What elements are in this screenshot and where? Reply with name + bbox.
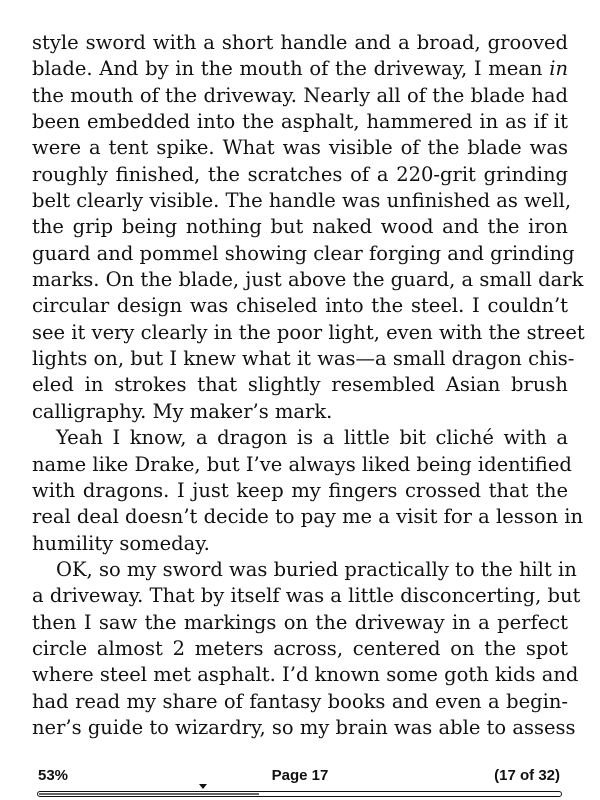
text-line-content: circular design was chiseled into the steel. I couldn’t: [32, 294, 568, 318]
text-line: [32, 583, 581, 609]
text-line-content: with dragons. I just keep my fingers crossed that the: [32, 478, 568, 502]
text-line-content: eled in strokes that slightly resembled Asian brush: [32, 373, 568, 397]
text-line-content: the mouth of the driveway. Nearly all of the blade had: [32, 83, 568, 107]
text-line: [32, 320, 585, 346]
text-line: [32, 531, 568, 557]
text-line: [32, 241, 575, 267]
text-line: [32, 689, 568, 715]
book-page-text: [32, 30, 585, 741]
text-line: [32, 162, 568, 188]
text-line: [32, 293, 568, 319]
text-line-content: see it very clearly in the poor light, even with the street: [32, 320, 585, 344]
text-line-content: a driveway. That by itself was a little disconcerting, but: [32, 584, 581, 608]
text-line: [32, 214, 568, 240]
text-line-content: lights on, but I knew what it was—a small dragon chis-: [32, 347, 575, 371]
text-line: [32, 399, 568, 425]
text-line-content: calligraphy. My maker’s mark.: [32, 399, 333, 423]
text-line-content: name like Drake, but I’ve always liked being identified: [32, 452, 572, 476]
text-line: [32, 610, 568, 636]
text-line: [32, 30, 568, 56]
text-line: [32, 662, 579, 688]
text-line-content: had read my share of fantasy books and even a begin-: [32, 689, 568, 713]
italic-emphasis: in: [549, 57, 568, 81]
position-marker-icon: [199, 784, 207, 789]
text-line: [32, 135, 568, 161]
text-line-content: were a tent spike. What was visible of the blade was: [32, 136, 568, 160]
text-line: [32, 715, 576, 741]
text-line-content: Yeah I know, a dragon is a little bit cliché with a: [56, 426, 568, 450]
text-line-content: blade. And by in the mouth of the driveway, I mean: [32, 57, 550, 81]
text-line-content: where steel met asphalt. I’d known some goth kids and: [32, 663, 579, 687]
text-line: [32, 557, 577, 583]
text-line: [32, 425, 568, 451]
text-line: [32, 452, 572, 478]
text-line: [32, 267, 584, 293]
text-line-content: belt clearly visible. The handle was unfinished as well,: [32, 189, 572, 213]
page-number: Page 17: [271, 767, 329, 784]
text-line-content: then I saw the markings on the driveway in a perfect: [32, 610, 568, 634]
text-line: [32, 188, 572, 214]
text-line: [32, 346, 575, 372]
text-line-content: real deal doesn’t decide to pay me a visit for a lesson in: [32, 505, 584, 529]
text-line: [32, 109, 568, 135]
reader-footer: [0, 764, 600, 800]
progress-bar-fill: [39, 793, 259, 795]
text-line-content: roughly finished, the scratches of a 220-grit grinding: [32, 162, 568, 186]
text-line: [32, 478, 568, 504]
text-line-content: the grip being nothing but naked wood and the iron: [32, 215, 568, 239]
text-line-content: marks. On the blade, just above the guard, a small dark: [32, 268, 584, 292]
text-line-content: OK, so my sword was buried practically to the hilt in: [56, 557, 577, 581]
text-line: [32, 83, 568, 109]
text-line-content: humility someday.: [32, 531, 210, 555]
text-line: [32, 56, 568, 82]
text-line: [32, 504, 584, 530]
text-line-content: style sword with a short handle and a broad, grooved: [32, 31, 568, 54]
text-line-content: been embedded into the asphalt, hammered in as if it: [32, 110, 568, 134]
page-count: (17 of 32): [494, 767, 560, 784]
text-line-content: ner’s guide to wizardry, so my brain was able to assess: [32, 715, 576, 739]
progress-bar[interactable]: [37, 791, 562, 797]
text-line: [32, 636, 568, 662]
text-line-content: guard and pommel showing clear forging and grinding: [32, 241, 575, 265]
text-line-content: circle almost 2 meters across, centered on the spot: [32, 636, 568, 660]
progress-percent: 53%: [38, 767, 69, 784]
text-line: [32, 372, 568, 398]
